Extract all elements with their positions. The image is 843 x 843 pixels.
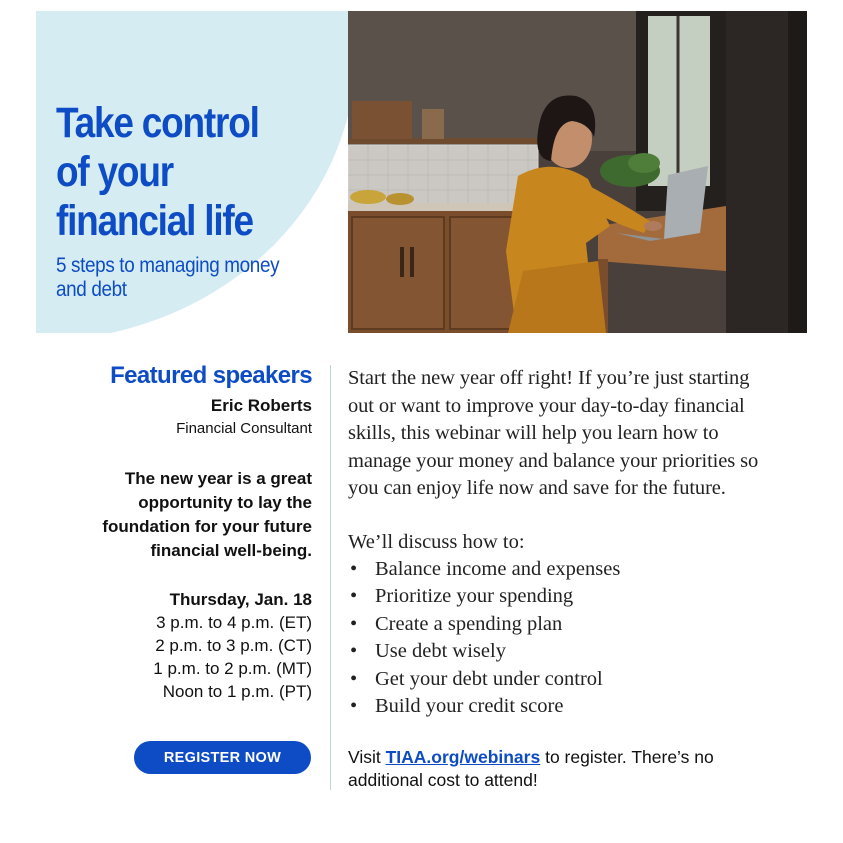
- bullet-icon: •: [350, 640, 358, 662]
- topic-list: [348, 556, 828, 721]
- webinars-link[interactable]: TIAA.org/webinars: [385, 747, 541, 767]
- visit-suffix: to register. There’s no: [540, 747, 714, 767]
- bullet-icon: •: [350, 585, 358, 607]
- discuss-heading: We’ll discuss how to:: [348, 530, 525, 553]
- hero-subtitle-line: and debt: [56, 278, 127, 301]
- topic-text: Get your debt under control: [375, 667, 603, 690]
- hero-title-line: Take control: [56, 99, 259, 147]
- topic-text: Balance income and expenses: [375, 557, 621, 580]
- topic-text: Prioritize your spending: [375, 585, 574, 607]
- hero-panel: [36, 11, 348, 333]
- list-item: [348, 556, 828, 584]
- topic-text: Create a spending plan: [375, 612, 563, 635]
- intro-paragraph: [348, 365, 828, 503]
- hero-photo-illustration: [348, 11, 807, 333]
- column-divider: [330, 365, 331, 790]
- event-time: Noon to 1 p.m. (PT): [162, 682, 312, 701]
- hero-text: [56, 99, 346, 302]
- hero-photo: [348, 11, 807, 333]
- featured-speakers-heading: Featured speakers: [110, 362, 312, 389]
- register-now-button[interactable]: REGISTER NOW: [134, 741, 311, 774]
- speaker-column: [22, 362, 312, 703]
- pitch-line: foundation for your future: [102, 517, 312, 536]
- intro-line: you can enjoy life now and save for the future.: [348, 477, 726, 499]
- visit-line2: additional cost to attend!: [348, 770, 538, 790]
- list-item: [348, 611, 828, 639]
- list-item: [348, 638, 828, 666]
- hero-title-line: financial life: [56, 197, 253, 245]
- event-times: [22, 611, 312, 703]
- pitch-line: opportunity to lay the: [138, 493, 312, 512]
- speaker-name: Eric Roberts: [210, 396, 312, 415]
- event-time: 1 p.m. to 2 p.m. (MT): [153, 659, 312, 678]
- topic-text: Use debt wisely: [375, 640, 506, 662]
- pitch-line: financial well-being.: [150, 541, 312, 560]
- topic-text: Build your credit score: [375, 695, 564, 717]
- event-time: 3 p.m. to 4 p.m. (ET): [156, 613, 312, 632]
- intro-line: skills, this webinar will help you learn how to: [348, 422, 719, 444]
- bullet-icon: •: [350, 612, 358, 635]
- description-column: [348, 365, 828, 721]
- list-item: [348, 583, 828, 611]
- bullet-icon: •: [350, 695, 358, 717]
- visit-prefix: Visit: [348, 747, 386, 767]
- hero-subtitle: [56, 254, 326, 302]
- list-item: [348, 666, 828, 694]
- bullet-icon: •: [350, 557, 358, 580]
- hero-title: [56, 99, 340, 246]
- intro-line: Start the new year off right! If you’re just starting: [348, 367, 750, 389]
- hero-subtitle-line: 5 steps to managing money: [56, 254, 280, 277]
- speaker-title: Financial Consultant: [176, 420, 312, 437]
- list-item: [348, 693, 828, 721]
- intro-line: out or want to improve your day-to-day financial: [348, 394, 745, 417]
- visit-text: [348, 746, 818, 792]
- event-time: 2 p.m. to 3 p.m. (CT): [155, 636, 312, 655]
- intro-line: manage your money and balance your priorities so: [348, 449, 759, 472]
- hero-title-line: of your: [56, 148, 173, 196]
- pitch-line: The new year is a great: [124, 469, 312, 488]
- pitch-text: [22, 467, 312, 563]
- bullet-icon: •: [350, 667, 358, 690]
- event-date: Thursday, Jan. 18: [169, 590, 312, 609]
